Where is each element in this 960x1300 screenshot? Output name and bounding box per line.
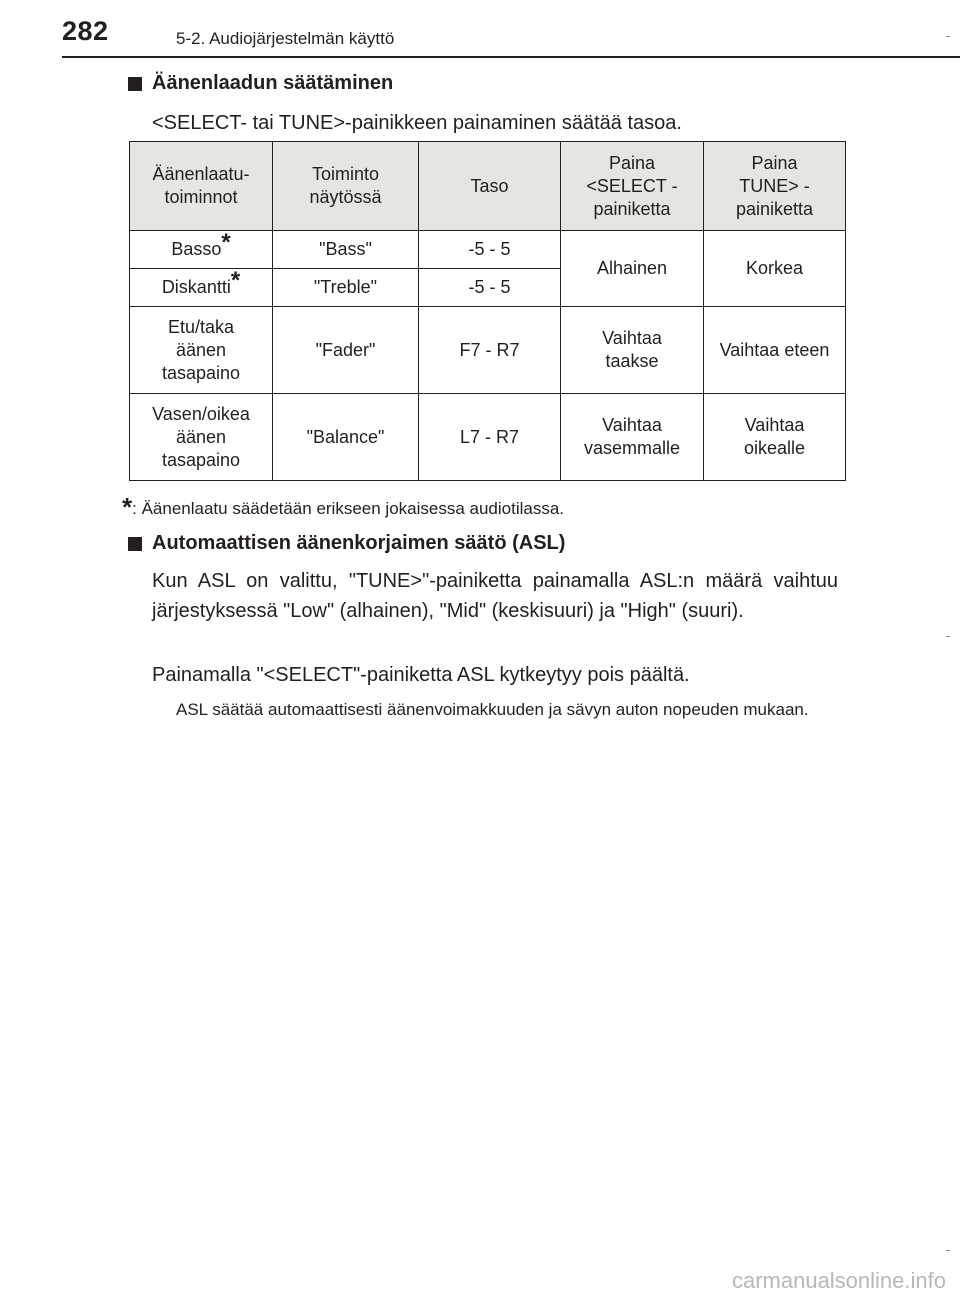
cell-display: "Balance" [273, 394, 419, 481]
cell-mode: Etu/taka äänen tasapaino [130, 307, 273, 394]
sound-settings-table [129, 141, 846, 481]
table-row [130, 307, 846, 394]
cell-level: -5 - 5 [419, 269, 561, 307]
table-row [130, 231, 846, 269]
section-heading-sound-quality [128, 72, 393, 95]
cell-select-merged: Alhainen [561, 231, 704, 307]
table-header-row [130, 142, 846, 231]
square-bullet-icon [128, 537, 142, 551]
cell-select: Vaihtaa vasemmalle [561, 394, 704, 481]
footnote-asterisk: * [122, 492, 133, 522]
intro-paragraph: <SELECT- tai TUNE>-painikkeen painaminen säätää tasoa. [152, 112, 682, 134]
running-head: 5-2. Audiojärjestelmän käyttö [176, 29, 395, 48]
header-mode: Äänenlaatu- toiminnot [130, 142, 273, 231]
cell-tune: Vaihtaa oikealle [704, 394, 846, 481]
table-row [130, 394, 846, 481]
watermark: carmanualsonline.info [731, 1268, 946, 1293]
page-number: 282 [62, 16, 109, 46]
section-heading-asl [128, 532, 565, 555]
heading-text: Automaattisen äänenkorjaimen säätö (ASL) [152, 532, 566, 554]
crop-mark [946, 1250, 950, 1251]
header-select-button: Paina <SELECT - painiketta [561, 142, 704, 231]
table-footnote [122, 492, 564, 523]
cell-display: "Treble" [273, 269, 419, 307]
cell-tune-merged: Korkea [704, 231, 846, 307]
asterisk-marker: * [230, 267, 241, 294]
cell-level: L7 - R7 [419, 394, 561, 481]
heading-text: Äänenlaadun säätäminen [152, 72, 394, 94]
cell-display: "Bass" [273, 231, 419, 269]
cell-mode: Basso* [130, 231, 273, 269]
cell-display: "Fader" [273, 307, 419, 394]
asl-paragraph-2: Painamalla "<SELECT"-painiketta ASL kytkeytyy pois päältä. [152, 664, 690, 686]
crop-mark [946, 36, 950, 37]
crop-mark [946, 636, 950, 637]
cell-tune: Vaihtaa eteen [704, 307, 846, 394]
cell-select: Vaihtaa taakse [561, 307, 704, 394]
cell-mode: Vasen/oikea äänen tasapaino [130, 394, 273, 481]
cell-level: -5 - 5 [419, 231, 561, 269]
header-tune-button: Paina TUNE> - painiketta [704, 142, 846, 231]
square-bullet-icon [128, 77, 142, 91]
asl-note: ASL säätää automaattisesti äänenvoimakkuuden ja sävyn auton nopeuden mukaan. [176, 700, 809, 719]
asterisk-marker: * [221, 229, 231, 256]
cell-mode: Diskantti* [130, 269, 273, 307]
footnote-text: : Äänenlaatu säädetään erikseen jokaisessa audiotilassa. [132, 499, 565, 518]
asl-paragraph-1: Kun ASL on valittu, "TUNE>"-painiketta painamalla ASL:n määrä vaihtuu järjestyksessä "Low" (alhainen), "Mid" (keskisuuri) ja "High" (suuri). [152, 570, 838, 622]
header-display: Toiminto näytössä [273, 142, 419, 231]
cell-level: F7 - R7 [419, 307, 561, 394]
header-level: Taso [419, 142, 561, 231]
header-rule [62, 56, 960, 58]
